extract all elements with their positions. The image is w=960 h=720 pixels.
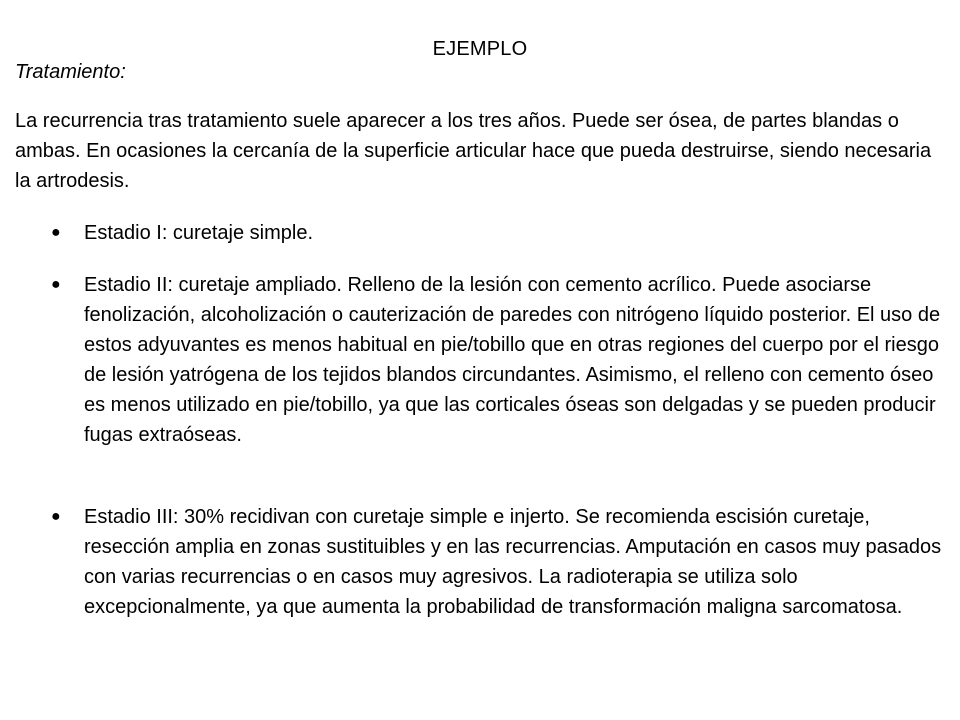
section-heading-tratamiento: Tratamiento: xyxy=(15,61,126,83)
stage-text-estadio-ii: Estadio II: curetaje ampliado. Relleno de la lesión con cemento acrílico. Puede asociarse fenolización, alcoholización o cauterización de paredes con nitrógeno líquido posterior. El uso de estos adyuvantes es menos habitual en pie/tobillo que en otras regiones del cuerpo por el riesgo de lesión yatrógena de los tejidos blandos circundantes. Asimismo, el relleno con cemento óseo es menos utilizado en pie/tobillo, ya que las corticales óseas son delgadas y se pueden producir fugas extraóseas. xyxy=(84,274,941,446)
bullet-icon: ● xyxy=(51,276,61,293)
intro-paragraph: La recurrencia tras tratamiento suele aparecer a los tres años. Puede ser ósea, de partes blandas o ambas. En ocasiones la cercanía de la superficie articular hace que pueda destruirse, siendo necesaria la artrodesis. xyxy=(15,110,932,192)
stage-text-estadio-iii: Estadio III: 30% recidivan con curetaje simple e injerto. Se recomienda escisión curetaje, resección amplia en zonas sustituibles y en las recurrencias. Amputación en casos muy pasados con varias recurrencias o en casos muy agresivos. La radioterapia se utiliza solo excepcionalmente, ya que aumenta la probabilidad de transformación maligna sarcomatosa. xyxy=(84,506,942,618)
bullet-icon: ● xyxy=(51,224,61,241)
page-title: EJEMPLO xyxy=(432,38,528,60)
bullet-icon: ● xyxy=(51,508,61,525)
stage-text-estadio-i: Estadio I: curetaje simple. xyxy=(84,222,313,244)
